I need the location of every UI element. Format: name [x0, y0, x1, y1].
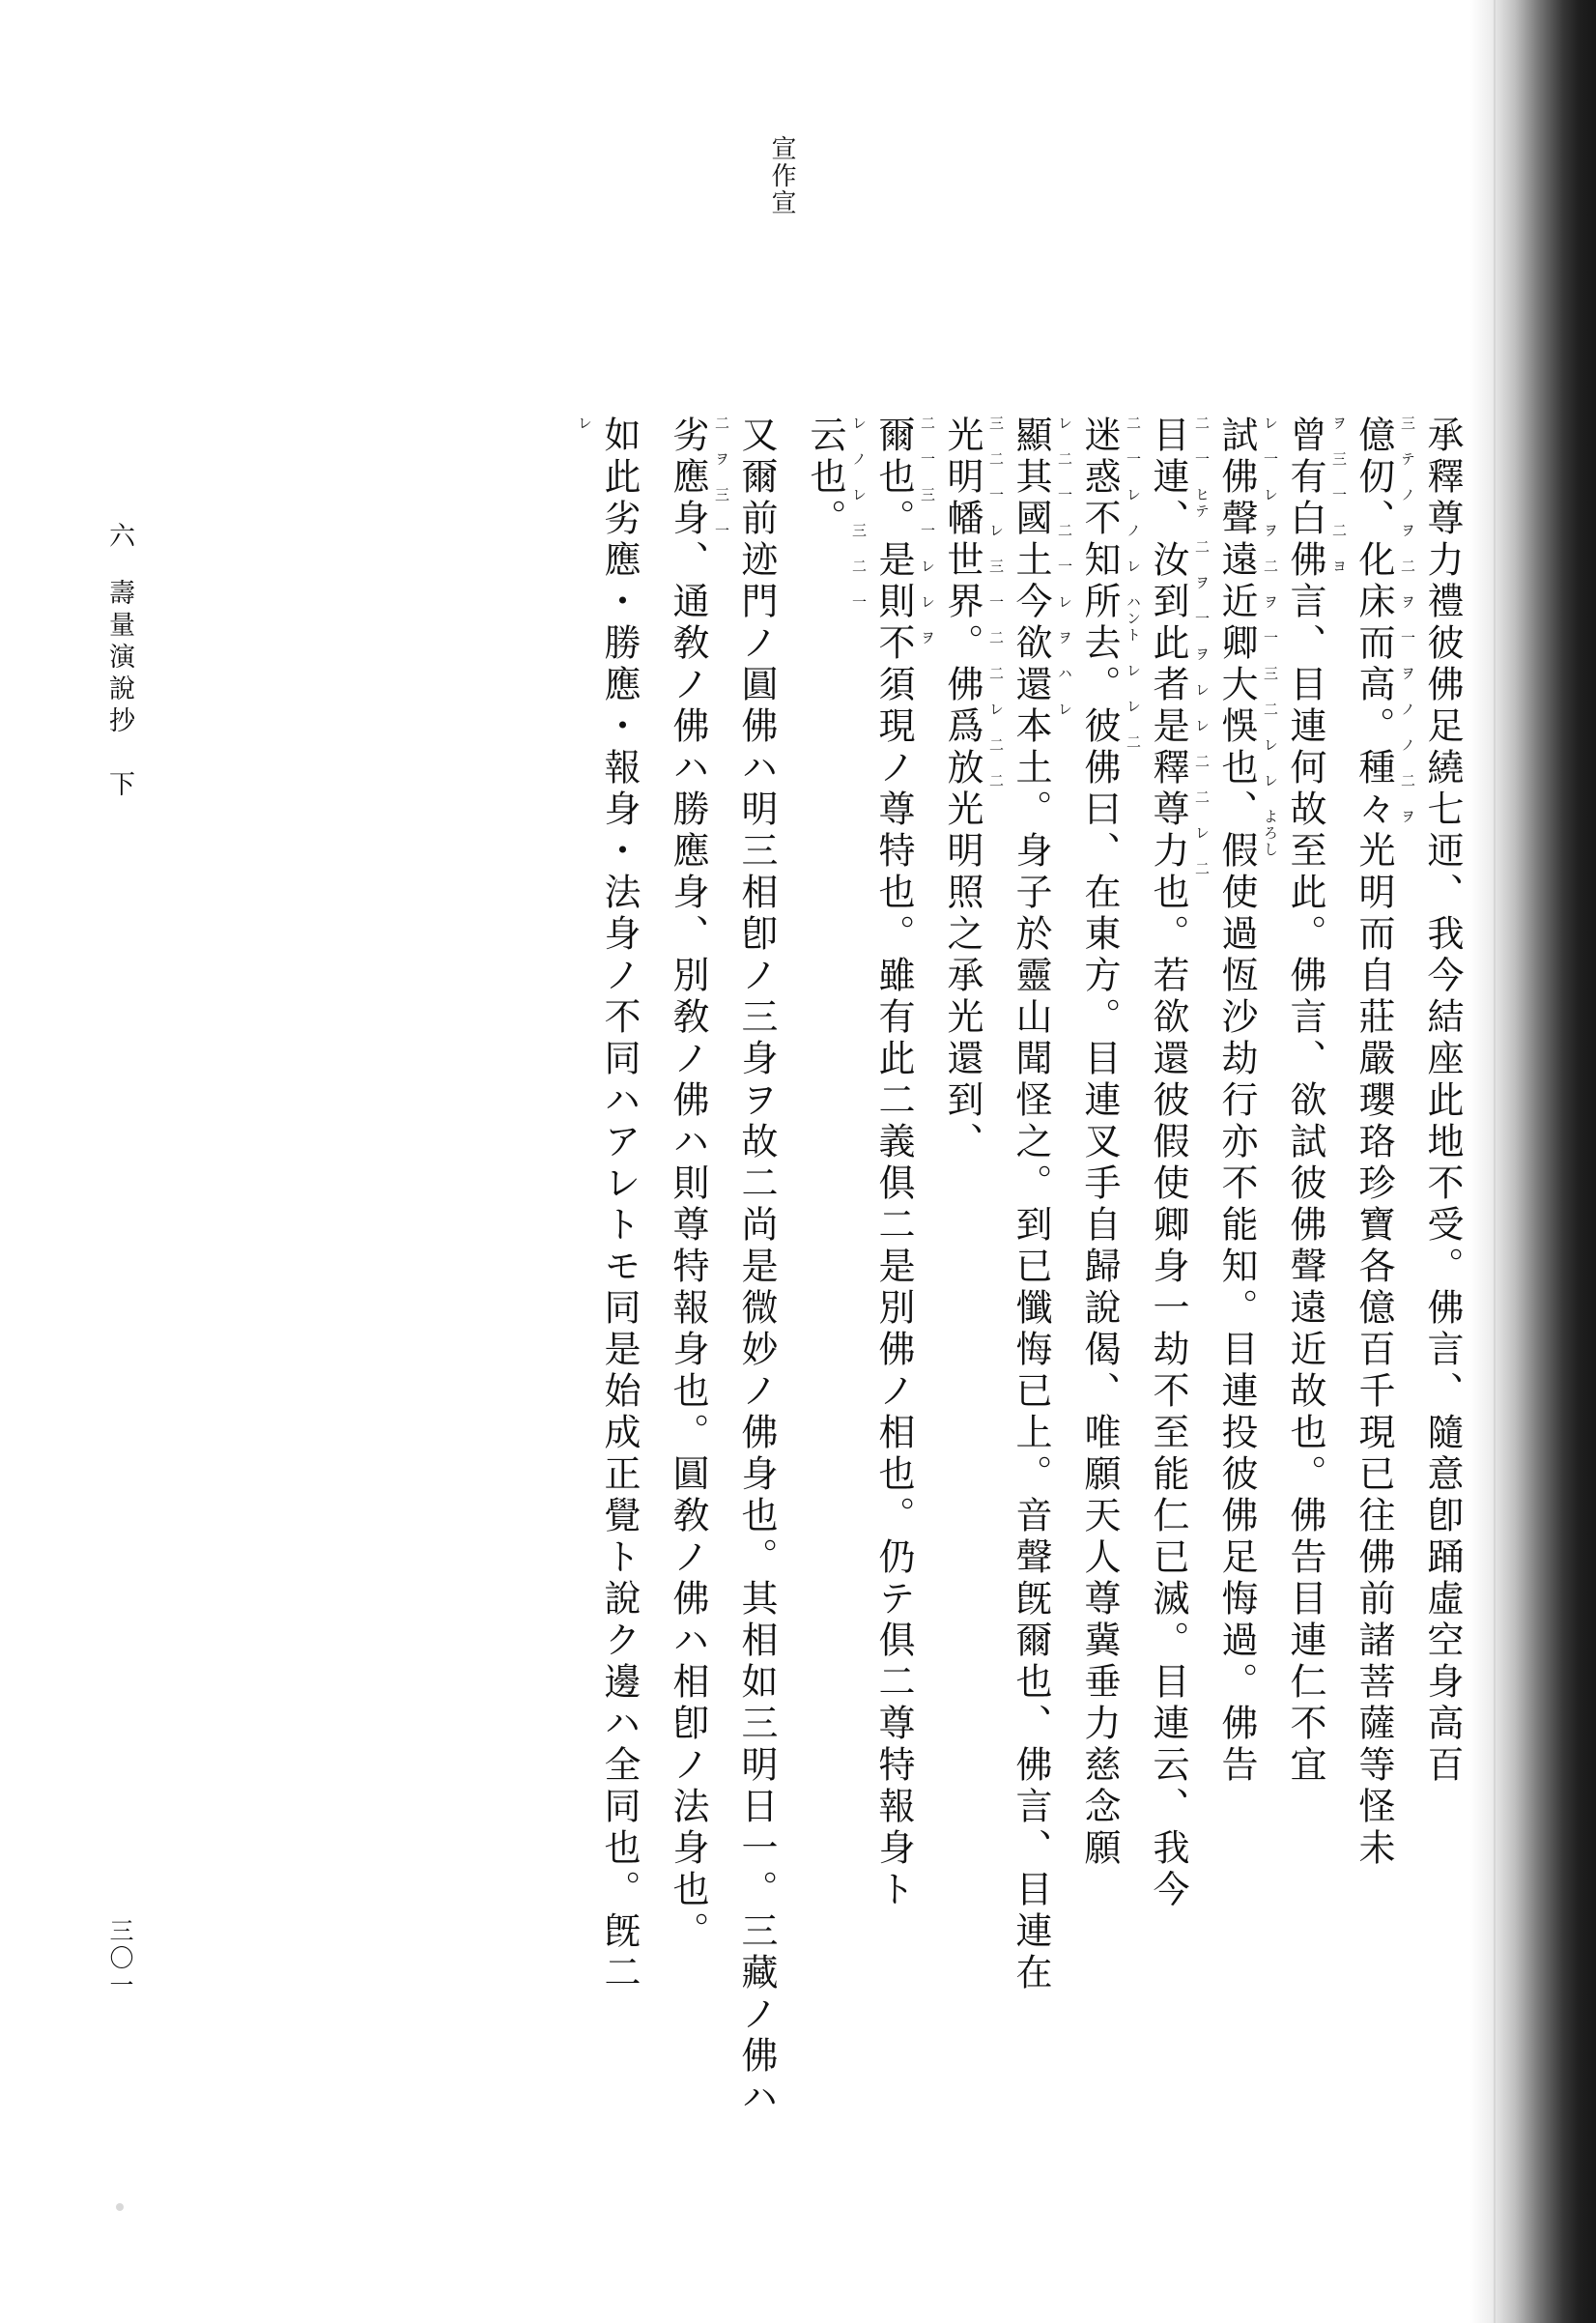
- column-reading-marks: 二 一 三 一 レ レ ヲ: [919, 416, 936, 646]
- page-gutter-shadow: [1470, 0, 1596, 2323]
- text-column: [714, 416, 783, 2145]
- column-reading-marks: ヲ 三 一 二 ヨ: [1330, 416, 1348, 575]
- column-reading-marks: 三 テ ノ ヲ 二 ヲ 一 ヲ ノ ノ 二 ヲ: [1399, 416, 1416, 825]
- column-main-text: 光明幡世界。佛爲放光明照之承光還到、: [941, 416, 983, 1163]
- column-reading-marks: レ 一 レ ヲ 二 ヲ 一 三 二 レ レ よろし: [1262, 416, 1279, 858]
- text-column: [1057, 416, 1126, 2145]
- column-reading-marks: レ: [576, 416, 593, 432]
- column-main-text: 曾有白佛言、目連何故至此。佛言、欲試彼佛聲遠近故也。佛告目連仁不宜: [1284, 416, 1326, 1787]
- running-head-number: 六: [104, 522, 134, 554]
- text-column: [920, 416, 988, 2145]
- text-column: [1126, 416, 1194, 2145]
- column-main-text: 又爾前迹門ノ圓佛ハ明三相卽ノ三身ヲ故二尚是微妙ノ佛身也。其相如三明日一。三藏ノ佛ハ: [735, 416, 778, 2119]
- column-main-text: 云也。: [804, 416, 846, 540]
- column-reading-marks: 二 一 ヒテ 二 ヲ 一 ヲ レ レ 二 二 レ 二: [1193, 416, 1211, 877]
- text-column: [1194, 416, 1263, 2145]
- page-edge-line: [1494, 0, 1496, 2323]
- text-column: [988, 416, 1057, 2145]
- text-column: [1400, 416, 1468, 2145]
- column-reading-marks: 二 ヲ 三 一: [713, 416, 730, 539]
- running-head: [106, 522, 132, 802]
- column-main-text: 迷惑不知所去。彼佛曰、在東方。目連叉手自歸說偈、唯願天人尊冀垂力慈念願: [1078, 416, 1121, 1870]
- running-head-title: 壽量演說抄 下: [104, 579, 134, 802]
- column-main-text: 目連、汝到此者是釋尊力也。若欲還彼假使卿身一劫不至能仁已滅。目連云、我今: [1147, 416, 1189, 1911]
- column-main-text: 承釋尊力禮彼佛足繞七迊、我今結座此地不受。佛言、隨意卽踊虛空身高百: [1421, 416, 1464, 1787]
- text-column: [577, 416, 645, 2145]
- paper-speckle: [116, 2203, 124, 2211]
- text-column: [1263, 416, 1331, 2145]
- column-main-text: 爾也。是則不須現ノ尊特也。雖有此二義俱二是別佛ノ相也。仍テ俱二尊特報身ト: [872, 416, 915, 1911]
- column-reading-marks: レ 二 一 二 一 レ ヲ ハ レ: [1056, 416, 1073, 718]
- text-column: [1331, 416, 1400, 2145]
- column-main-text: 顯其國土今欲還本土。身子於靈山聞怪之。到已懺悔已上。音聲旣爾也、佛言、目連在: [1010, 416, 1052, 1994]
- header-note: 宣作宣: [767, 135, 796, 216]
- column-main-text: 劣應身、通敎ノ佛ハ勝應身、別敎ノ佛ハ則尊特報身也。圓敎ノ佛ハ相卽ノ法身也。: [667, 416, 709, 1953]
- text-column: [645, 416, 714, 2145]
- column-reading-marks: 二 一 レ ノ レ ハント レ レ 二: [1125, 416, 1142, 751]
- column-main-text: 如此劣應・勝應・報身・法身ノ不同ハアレトモ同是始成正覺ト說ク邊ハ全同也。旣二: [598, 416, 641, 1994]
- column-main-text: 試佛聲遠近卿大悞也、假使過恆沙劫行亦不能知。目連投彼佛足悔過。佛告: [1215, 416, 1258, 1787]
- body-text-columns: [203, 416, 1468, 2155]
- text-column: [783, 416, 851, 2145]
- column-reading-marks: レ ノ レ 三 二 一: [850, 416, 868, 611]
- text-column: [851, 416, 920, 2145]
- column-main-text: 億仞、化床而高。種々光明而自莊嚴瓔珞珍寶各億百千現已往佛前諸菩薩等怪未: [1353, 416, 1395, 1870]
- page-number: 三〇一: [106, 1918, 134, 1999]
- column-reading-marks: 三 二 一 レ 三 一 二 二 レ 二 二: [987, 416, 1005, 789]
